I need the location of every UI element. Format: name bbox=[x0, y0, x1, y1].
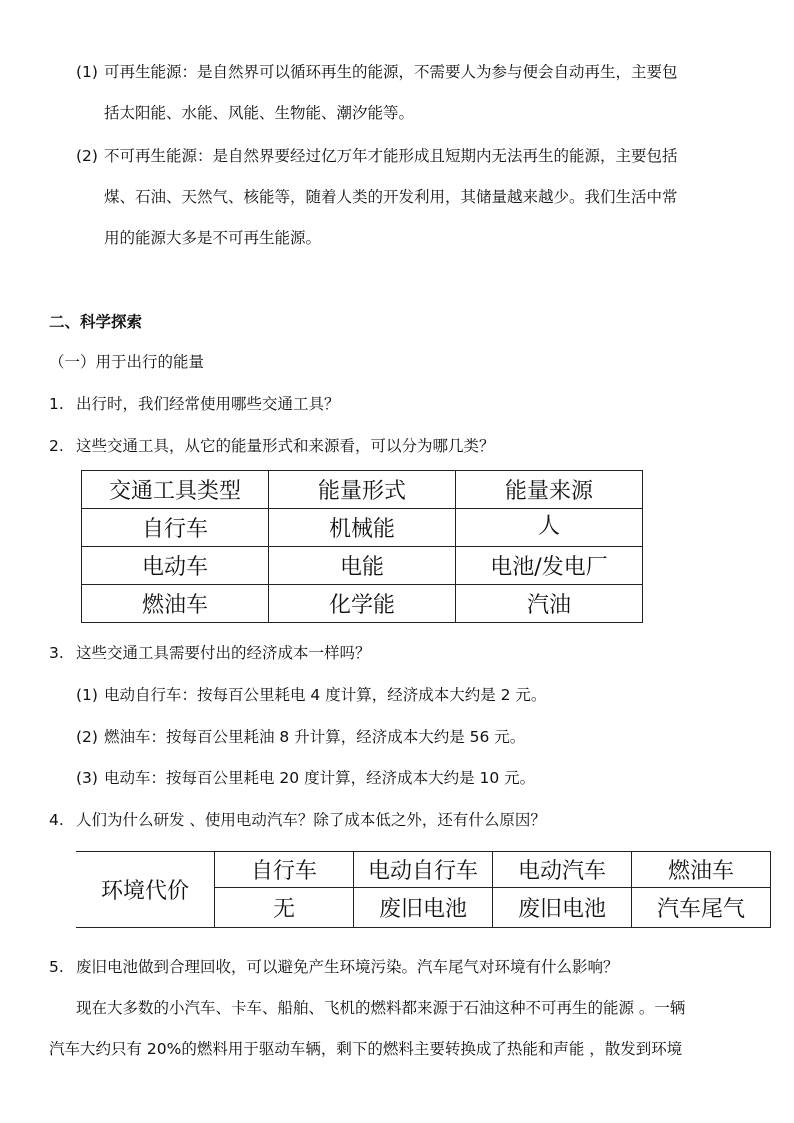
q2-text: 这些交通工具，从它的能量形式和来源看，可以分为哪几类？ bbox=[76, 437, 495, 455]
table-cell: 电池/发电厂 bbox=[456, 547, 643, 585]
table-cell: 机械能 bbox=[269, 509, 456, 547]
table-cell: 汽车尾气 bbox=[632, 888, 771, 928]
q1-text: 出行时，我们经常使用哪些交通工具？ bbox=[76, 395, 340, 413]
para2-number: (2) bbox=[76, 147, 98, 165]
table-cell: 人 bbox=[456, 509, 643, 547]
table-row bbox=[82, 509, 643, 547]
q3-item3-number: (3) bbox=[76, 769, 98, 787]
table-cell: 电动车 bbox=[82, 547, 269, 585]
table-cell: 废旧电池 bbox=[354, 888, 493, 928]
table-cell: 自行车 bbox=[82, 509, 269, 547]
q5-number: 5. bbox=[49, 958, 64, 976]
q3-item1-number: (1) bbox=[76, 686, 98, 704]
q3-item2-text: 燃油车：按每百公里耗油 8 升计算，经济成本大约是 56 元。 bbox=[104, 728, 526, 746]
q3-number: 3. bbox=[49, 644, 64, 662]
table-header: 自行车 bbox=[215, 852, 354, 888]
table-cell: 电能 bbox=[269, 547, 456, 585]
section-title: 二、科学探索 bbox=[49, 313, 143, 331]
para1-line1: 可再生能源：是自然界可以循环再生的能源，不需要人为参与便会自动再生，主要包 bbox=[104, 63, 678, 81]
para1-line2: 括太阳能、水能、风能、生物能、潮汐能等。 bbox=[104, 104, 415, 122]
q3-item1-text: 电动自行车：按每百公里耗电 4 度计算，经济成本大约是 2 元。 bbox=[104, 686, 547, 704]
para3-line2: 汽车大约只有 20%的燃料用于驱动车辆，剩下的燃料主要转换成了热能和声能 ，散发到环境 bbox=[49, 1040, 683, 1058]
para1-number: (1) bbox=[76, 63, 98, 81]
q2-number: 2. bbox=[49, 437, 64, 455]
q5-text: 废旧电池做到合理回收，可以避免产生环境污染。汽车尾气对环境有什么影响？ bbox=[76, 958, 619, 976]
para2-line3: 用的能源大多是不可再生能源。 bbox=[104, 229, 322, 247]
table-header-row bbox=[76, 852, 771, 888]
q1-number: 1. bbox=[49, 395, 64, 413]
table-row bbox=[82, 547, 643, 585]
q3-item2-number: (2) bbox=[76, 728, 98, 746]
table-cell: 废旧电池 bbox=[493, 888, 632, 928]
environment-cost-table bbox=[76, 851, 771, 928]
table-cell: 燃油车 bbox=[82, 585, 269, 623]
para3-line1: 现在大多数的小汽车、卡车、船舶、飞机的燃料都来源于石油这种不可再生的能源 。一辆 bbox=[76, 999, 686, 1017]
table-cell: 化学能 bbox=[269, 585, 456, 623]
table-header: 能量形式 bbox=[269, 471, 456, 509]
energy-type-table bbox=[81, 470, 643, 623]
table-header: 交通工具类型 bbox=[82, 471, 269, 509]
q3-text: 这些交通工具需要付出的经济成本一样吗？ bbox=[76, 644, 371, 662]
q4-number: 4. bbox=[49, 811, 64, 829]
table-cell: 无 bbox=[215, 888, 354, 928]
subsection-title: （一）用于出行的能量 bbox=[49, 353, 205, 371]
table-header: 能量来源 bbox=[456, 471, 643, 509]
table-row bbox=[82, 585, 643, 623]
q4-text: 人们为什么研发 、使用电动汽车？除了成本低之外，还有什么原因？ bbox=[76, 811, 546, 829]
q3-item3-text: 电动车：按每百公里耗电 20 度计算，经济成本大约是 10 元。 bbox=[104, 769, 536, 787]
para2-line2: 煤、石油、天然气、核能等，随着人类的开发利用，其储量越来越少。我们生活中常 bbox=[104, 188, 678, 206]
row-label: 环境代价 bbox=[76, 852, 215, 928]
table-header: 燃油车 bbox=[632, 852, 771, 888]
table-cell: 汽油 bbox=[456, 585, 643, 623]
table-header: 电动汽车 bbox=[493, 852, 632, 888]
para2-line1: 不可再生能源：是自然界要经过亿万年才能形成且短期内无法再生的能源，主要包括 bbox=[104, 147, 678, 165]
table-header-row bbox=[82, 471, 643, 509]
table-header: 电动自行车 bbox=[354, 852, 493, 888]
